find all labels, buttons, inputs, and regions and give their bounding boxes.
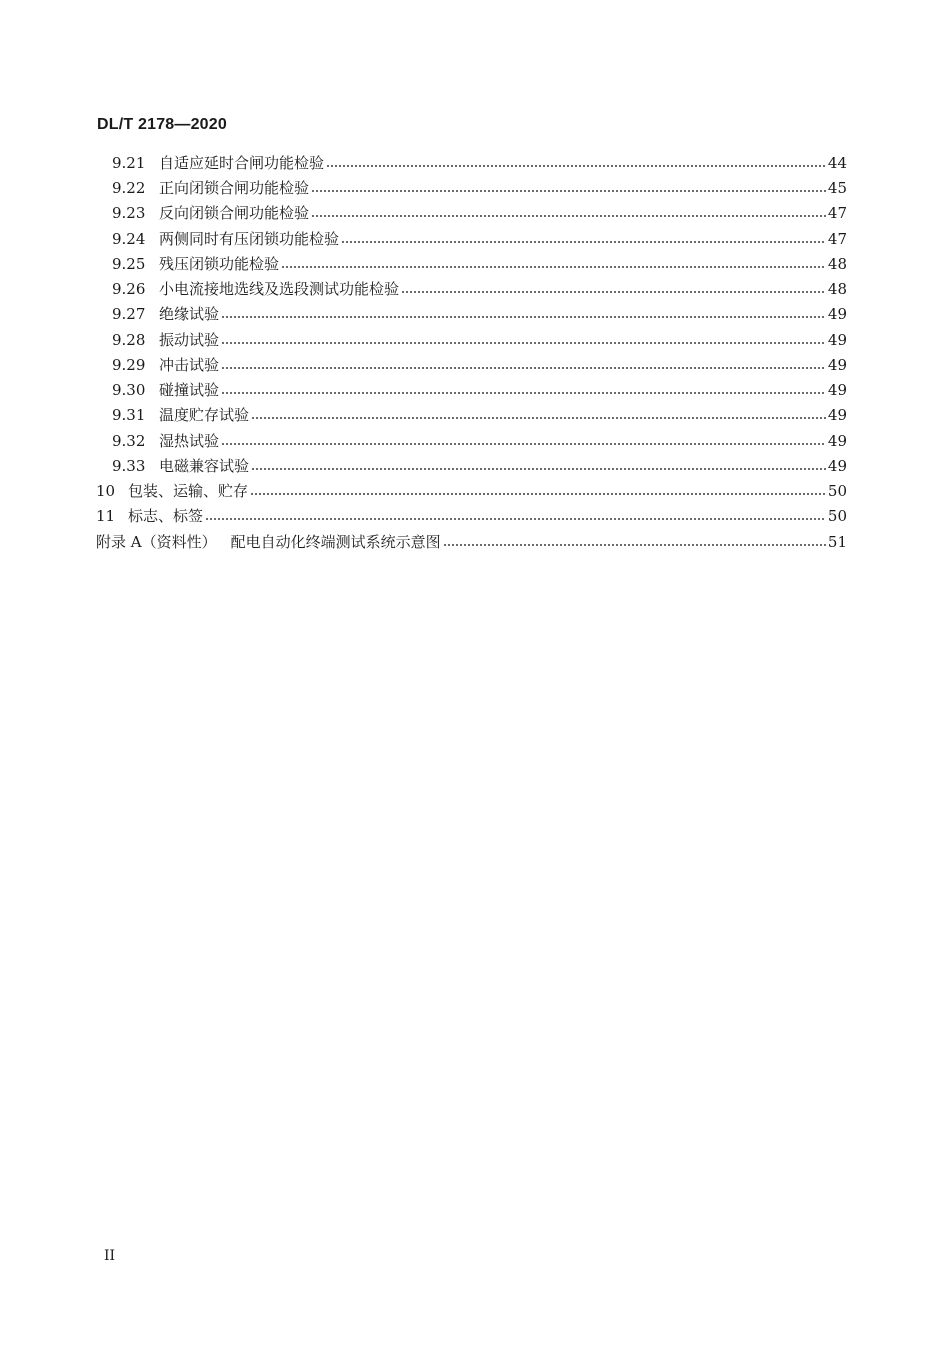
toc-dot-leader — [221, 390, 826, 396]
toc-entry-page: 44 — [827, 154, 847, 172]
toc-entry-title: 冲击试验 — [159, 356, 220, 374]
toc-entry-number: 9.25 — [112, 255, 146, 273]
toc-entry-page: 47 — [827, 230, 847, 248]
toc-entry-title: 小电流接地选线及选段测试功能检验 — [159, 280, 400, 298]
toc-entry-title: 两侧同时有压闭锁功能检验 — [159, 230, 340, 248]
toc-dot-leader — [311, 213, 826, 219]
toc-entry-page: 49 — [827, 331, 847, 349]
toc-entry-number: 11 — [96, 507, 116, 525]
toc-entry-10[interactable] — [96, 480, 847, 502]
toc-entry-title: 温度贮存试验 — [159, 406, 250, 424]
toc-dot-leader — [250, 491, 826, 497]
toc-dot-leader — [221, 441, 826, 447]
toc-entry-page: 49 — [827, 432, 847, 450]
toc-entry-page: 49 — [827, 457, 847, 475]
toc-entry-page: 45 — [827, 179, 847, 197]
toc-entry-page: 49 — [827, 381, 847, 399]
toc-entry-title: 标志、标签 — [128, 507, 204, 525]
toc-entry-9-26[interactable] — [112, 278, 847, 300]
toc-entry-appendix-a[interactable] — [96, 531, 847, 553]
toc-dot-leader — [251, 415, 826, 421]
toc-entry-number: 9.22 — [112, 179, 146, 197]
toc-entry-9-23[interactable] — [112, 202, 847, 224]
toc-entry-9-27[interactable] — [112, 303, 847, 325]
toc-entry-9-28[interactable] — [112, 329, 847, 351]
toc-entry-number: 9.21 — [112, 154, 146, 172]
toc-entry-page: 47 — [827, 204, 847, 222]
toc-entry-number: 9.23 — [112, 204, 146, 222]
toc-entry-title: 绝缘试验 — [159, 305, 220, 323]
toc-entry-9-31[interactable] — [112, 404, 847, 426]
toc-dot-leader — [281, 264, 826, 270]
toc-entry-title: 振动试验 — [159, 331, 220, 349]
toc-entry-page: 49 — [827, 356, 847, 374]
toc-dot-leader — [326, 163, 826, 169]
toc-entry-title: 配电自动化终端测试系统示意图 — [230, 533, 441, 551]
toc-entry-9-30[interactable] — [112, 379, 847, 401]
toc-entry-page: 51 — [827, 533, 847, 551]
toc-entry-number: 9.32 — [112, 432, 146, 450]
page-number-footer: II — [104, 1248, 116, 1264]
toc-entry-11[interactable] — [96, 505, 847, 527]
toc-entry-9-22[interactable] — [112, 177, 847, 199]
toc-dot-leader — [205, 516, 826, 522]
toc-dot-leader — [251, 466, 826, 472]
toc-entry-title: 湿热试验 — [159, 432, 220, 450]
toc-entry-title: 自适应延时合闸功能检验 — [159, 154, 325, 172]
toc-entry-number: 附录 A（资料性） — [96, 533, 217, 551]
toc-entry-title: 正向闭锁合闸功能检验 — [159, 179, 310, 197]
toc-entry-title: 电磁兼容试验 — [159, 457, 250, 475]
toc-dot-leader — [401, 289, 826, 295]
toc-entry-title: 残压闭锁功能检验 — [159, 255, 280, 273]
toc-entry-page: 48 — [827, 255, 847, 273]
toc-entry-9-29[interactable] — [112, 354, 847, 376]
toc-entry-9-21[interactable] — [112, 152, 847, 174]
toc-entry-number: 9.30 — [112, 381, 146, 399]
toc-entry-9-33[interactable] — [112, 455, 847, 477]
toc-entry-number: 9.28 — [112, 331, 146, 349]
toc-dot-leader — [221, 340, 826, 346]
toc-entry-page: 49 — [827, 406, 847, 424]
toc-dot-leader — [341, 239, 826, 245]
page-header-standard-code: DL/T 2178—2020 — [97, 116, 227, 133]
toc-entry-page: 50 — [827, 507, 847, 525]
toc-entry-number: 9.29 — [112, 356, 146, 374]
toc-dot-leader — [221, 365, 826, 371]
toc-entry-9-25[interactable] — [112, 253, 847, 275]
toc-dot-leader — [311, 188, 826, 194]
toc-entry-title: 包装、运输、贮存 — [128, 482, 249, 500]
toc-entry-number: 10 — [96, 482, 116, 500]
toc-entry-page: 48 — [827, 280, 847, 298]
toc-entry-number: 9.31 — [112, 406, 146, 424]
toc-dot-leader — [443, 542, 826, 548]
toc-dot-leader — [221, 314, 826, 320]
toc-entry-number: 9.24 — [112, 230, 146, 248]
toc-entry-9-32[interactable] — [112, 430, 847, 452]
toc-entry-number: 9.26 — [112, 280, 146, 298]
toc-entry-title: 反向闭锁合闸功能检验 — [159, 204, 310, 222]
toc-entry-9-24[interactable] — [112, 228, 847, 250]
toc-entry-page: 50 — [827, 482, 847, 500]
toc-entry-number: 9.27 — [112, 305, 146, 323]
toc-entry-page: 49 — [827, 305, 847, 323]
toc-entry-title: 碰撞试验 — [159, 381, 220, 399]
toc-entry-number: 9.33 — [112, 457, 146, 475]
